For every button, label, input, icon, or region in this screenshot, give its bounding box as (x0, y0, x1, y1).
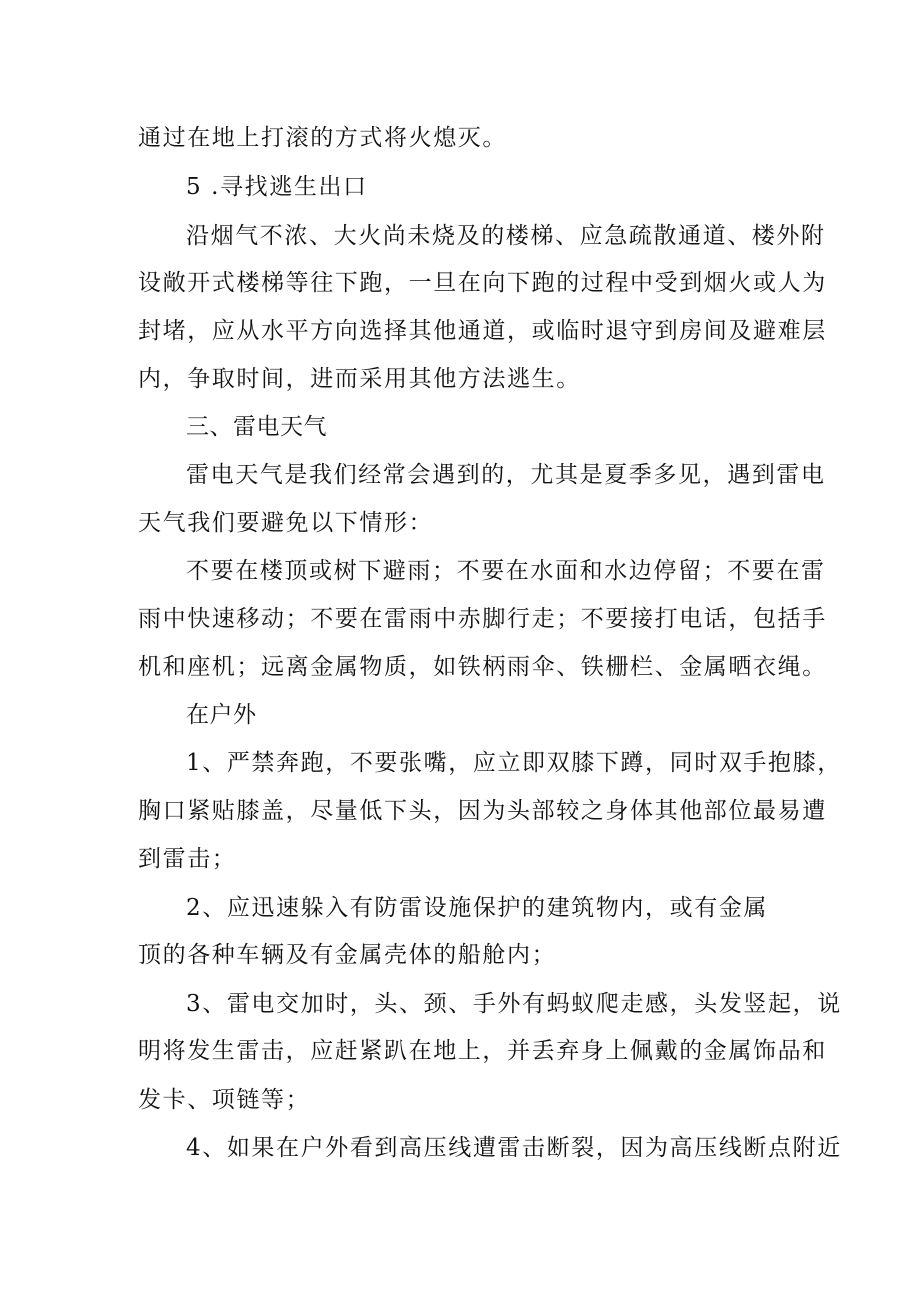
paragraph-line: 封堵，应从水平方向选择其他通道，或临时退守到房间及避难层 (138, 318, 827, 344)
subheading-escape-exit: 5 .寻找逃生出口 (186, 174, 368, 200)
list-item-line: 1、严禁奔跑，不要张嘴，应立即双膝下蹲，同时双手抱膝， (186, 750, 842, 776)
paragraph-line: 通过在地上打滚的方式将火熄灭。 (138, 125, 507, 151)
subheading-outdoors: 在户外 (186, 702, 257, 728)
list-item-line: 3、雷电交加时，头、颈、手外有蚂蚁爬走感，头发竖起，说 (186, 991, 842, 1017)
list-item-line: 2、应迅速躲入有防雷设施保护的建筑物内，或有金属 (186, 895, 769, 921)
list-item-line: 发卡、项链等； (138, 1087, 311, 1113)
paragraph-line: 雨中快速移动；不要在雷雨中赤脚行走；不要接打电话，包括手 (138, 606, 827, 632)
list-item-line: 胸口紧贴膝盖，尽量低下头，因为头部较之身体其他部位最易遭 (138, 798, 827, 824)
list-item-line: 明将发生雷击，应赶紧趴在地上，并丢弃身上佩戴的金属饰品和 (138, 1038, 827, 1064)
paragraph-line: 内，争取时间，进而采用其他方法逃生。 (138, 366, 581, 392)
list-item-line: 顶的各种车辆及有金属壳体的船舱内； (138, 942, 557, 968)
paragraph-line: 设敞开式楼梯等往下跑，一旦在向下跑的过程中受到烟火或人为 (138, 270, 827, 296)
list-item-line: 到雷击； (138, 846, 237, 872)
paragraph-line: 机和座机；远离金属物质，如铁柄雨伞、铁栅栏、金属晒衣绳。 (138, 654, 827, 680)
paragraph-line: 不要在楼顶或树下避雨；不要在水面和水边停留；不要在雷 (186, 558, 826, 584)
paragraph-line: 雷电天气是我们经常会遇到的，尤其是夏季多见，遇到雷电 (186, 462, 826, 488)
paragraph-line: 沿烟气不浓、大火尚未烧及的楼梯、应急疏散通道、楼外附 (186, 223, 826, 249)
list-item-line: 4、如果在户外看到高压线遭雷击断裂，因为高压线断点附近 (186, 1135, 842, 1161)
paragraph-line: 天气我们要避免以下情形： (138, 510, 434, 536)
section-heading-thunderstorm: 三、雷电天气 (186, 414, 327, 440)
